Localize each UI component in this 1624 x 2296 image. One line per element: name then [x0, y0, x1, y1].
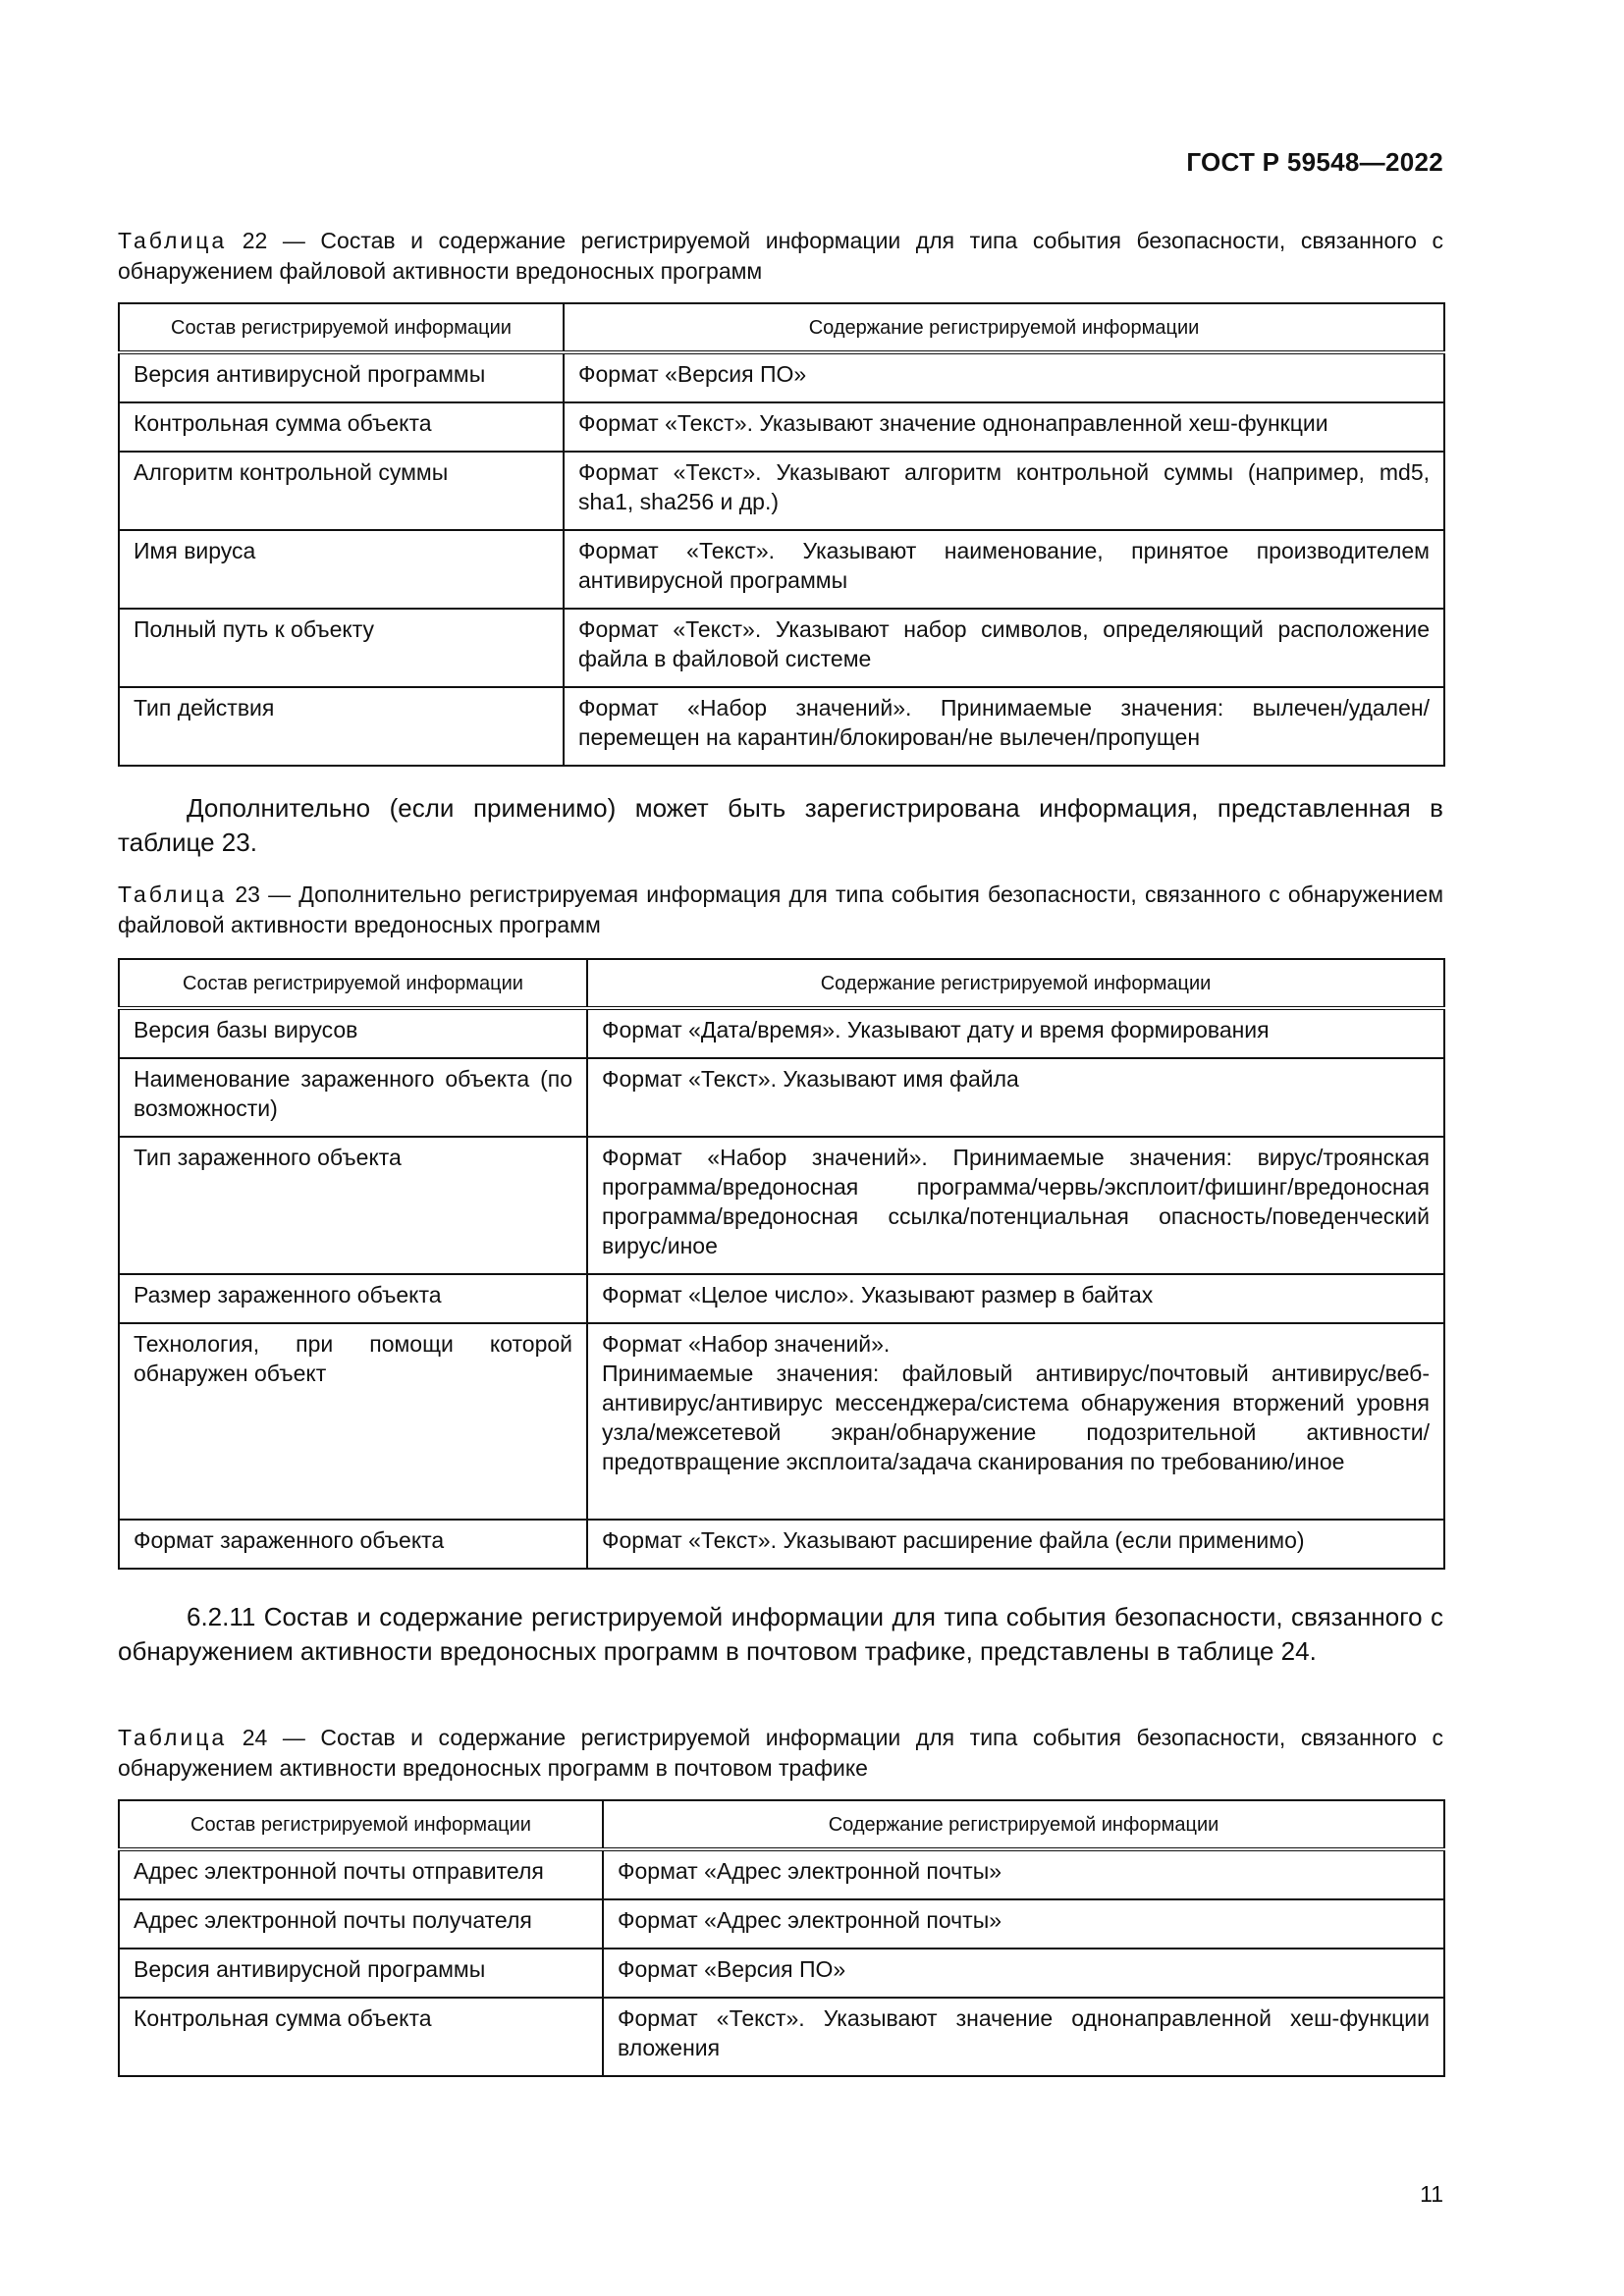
cell-line: Формат «Набор значений». — [602, 1331, 891, 1357]
table-row — [119, 1949, 1444, 1998]
table-cell: Формат «Целое число». Указывают размер в байтах — [587, 1274, 1444, 1323]
column-header: Содержание регистрируемой информации — [587, 959, 1444, 1008]
table-row — [119, 1520, 1444, 1569]
table-cell: Адрес электронной почты отправителя — [119, 1849, 603, 1899]
table-header-row — [119, 959, 1444, 1008]
table-row — [119, 352, 1444, 402]
table-cell: Формат «Текст». Указывают набор символов, определяющий расположение файла в файловой системе — [564, 609, 1444, 687]
table-cell: Формат «Текст». Указывают расширение файла (если применимо) — [587, 1520, 1444, 1569]
table-row — [119, 402, 1444, 452]
table24-caption — [118, 1723, 1443, 1784]
table-row — [119, 1899, 1444, 1949]
table-cell: Тип действия — [119, 687, 564, 766]
table-row — [119, 530, 1444, 609]
table-cell: Наименование зараженного объекта (по возможности) — [119, 1058, 587, 1137]
table24-caption-label: Таблица — [118, 1725, 228, 1750]
table-cell: Формат «Набор значений». Принимаемые значения: вылечен/удален/перемещен на карантин/блокирован/не вылечен/пропущен — [564, 687, 1444, 766]
table-row — [119, 1998, 1444, 2076]
table23-caption — [118, 880, 1443, 940]
table23-caption-text: 23 — Дополнительно регистрируемая информация для типа события безопасности, связанного с обнаружением файловой активности вредоносных программ — [118, 881, 1443, 937]
table-header-row — [119, 303, 1444, 352]
page-number: 11 — [1420, 2181, 1443, 2207]
table-row — [119, 1008, 1444, 1058]
paragraph: 6.2.11 Состав и содержание регистрируемой информации для типа события безопасности, связанного с обнаружением активности вредоносных программ в почтовом трафике, представлены в таблице 24. — [118, 1602, 1443, 1666]
table-cell: Формат «Версия ПО» — [564, 352, 1444, 402]
table-cell: Алгоритм контрольной суммы — [119, 452, 564, 530]
table-cell: Версия базы вирусов — [119, 1008, 587, 1058]
table-cell: Формат зараженного объекта — [119, 1520, 587, 1569]
table-cell: Формат «Текст». Указывают значение однонаправленной хеш-функции вложения — [603, 1998, 1444, 2076]
table-cell: Размер зараженного объекта — [119, 1274, 587, 1323]
table-header-row — [119, 1800, 1444, 1849]
table-cell: Технология, при помощи которой обнаружен объект — [119, 1323, 587, 1520]
table-cell: Контрольная сумма объекта — [119, 1998, 603, 2076]
table-cell: Формат «Текст». Указывают алгоритм контрольной суммы (например, md5, sha1, sha256 и др.) — [564, 452, 1444, 530]
table-cell: Формат «Адрес электронной почты» — [603, 1849, 1444, 1899]
table-row — [119, 1274, 1444, 1323]
table-cell: Формат «Версия ПО» — [603, 1949, 1444, 1998]
table-row — [119, 1137, 1444, 1274]
table-cell: Тип зараженного объекта — [119, 1137, 587, 1274]
table22-caption-text: 22 — Состав и содержание регистрируемой информации для типа события безопасности, связанного с обнаружением файловой активности вредоносных программ — [118, 228, 1443, 284]
cell-line: Принимаемые значения: файловый антивирус/почтовый антивирус/веб-антивирус/антивирус мессенджера/система обнаружения вторжений уровня узла/межсетевой экран/обнаружение подозрительной активности/предотвращение эксплоита/задача сканирования по требованию/иное — [602, 1361, 1430, 1474]
table-cell: Формат «Текст». Указывают значение однонаправленной хеш-функции — [564, 402, 1444, 452]
table-row — [119, 1323, 1444, 1520]
table-cell: Формат «Адрес электронной почты» — [603, 1899, 1444, 1949]
table-cell: Адрес электронной почты получателя — [119, 1899, 603, 1949]
table-cell: Формат «Текст». Указывают имя файла — [587, 1058, 1444, 1137]
paragraph: Дополнительно (если применимо) может быть зарегистрирована информация, представленная в таблице 23. — [118, 793, 1443, 857]
column-header: Содержание регистрируемой информации — [603, 1800, 1444, 1849]
column-header: Состав регистрируемой информации — [119, 303, 564, 352]
table22-caption-label: Таблица — [118, 228, 228, 253]
table-cell: Формат «Текст». Указывают наименование, принятое производителем антивирусной программы — [564, 530, 1444, 609]
table22 — [118, 302, 1445, 767]
table-row — [119, 452, 1444, 530]
table23-caption-label: Таблица — [118, 881, 228, 907]
table24 — [118, 1799, 1445, 2077]
table-cell: Версия антивирусной программы — [119, 352, 564, 402]
column-header: Содержание регистрируемой информации — [564, 303, 1444, 352]
table-cell: Полный путь к объекту — [119, 609, 564, 687]
column-header: Состав регистрируемой информации — [119, 1800, 603, 1849]
table-cell — [587, 1323, 1444, 1520]
table-cell: Имя вируса — [119, 530, 564, 609]
table-row — [119, 609, 1444, 687]
table23 — [118, 958, 1445, 1570]
table-cell: Формат «Дата/время». Указывают дату и время формирования — [587, 1008, 1444, 1058]
standard-header: ГОСТ Р 59548—2022 — [1186, 147, 1443, 177]
column-header: Состав регистрируемой информации — [119, 959, 587, 1008]
table-cell: Формат «Набор значений». Принимаемые значения: вирус/троянская программа/вредоносная программа/червь/эксплоит/фишинг/вредоносная программа/вредоносная ссылка/потенциальная опасность/поведенческий вирус/иное — [587, 1137, 1444, 1274]
table-cell: Контрольная сумма объекта — [119, 402, 564, 452]
table-cell: Версия антивирусной программы — [119, 1949, 603, 1998]
table24-caption-text: 24 — Состав и содержание регистрируемой информации для типа события безопасности, связанного с обнаружением активности вредоносных программ в почтовом трафике — [118, 1725, 1443, 1781]
table22-caption — [118, 226, 1443, 287]
table-row — [119, 687, 1444, 766]
table-row — [119, 1849, 1444, 1899]
table-row — [119, 1058, 1444, 1137]
